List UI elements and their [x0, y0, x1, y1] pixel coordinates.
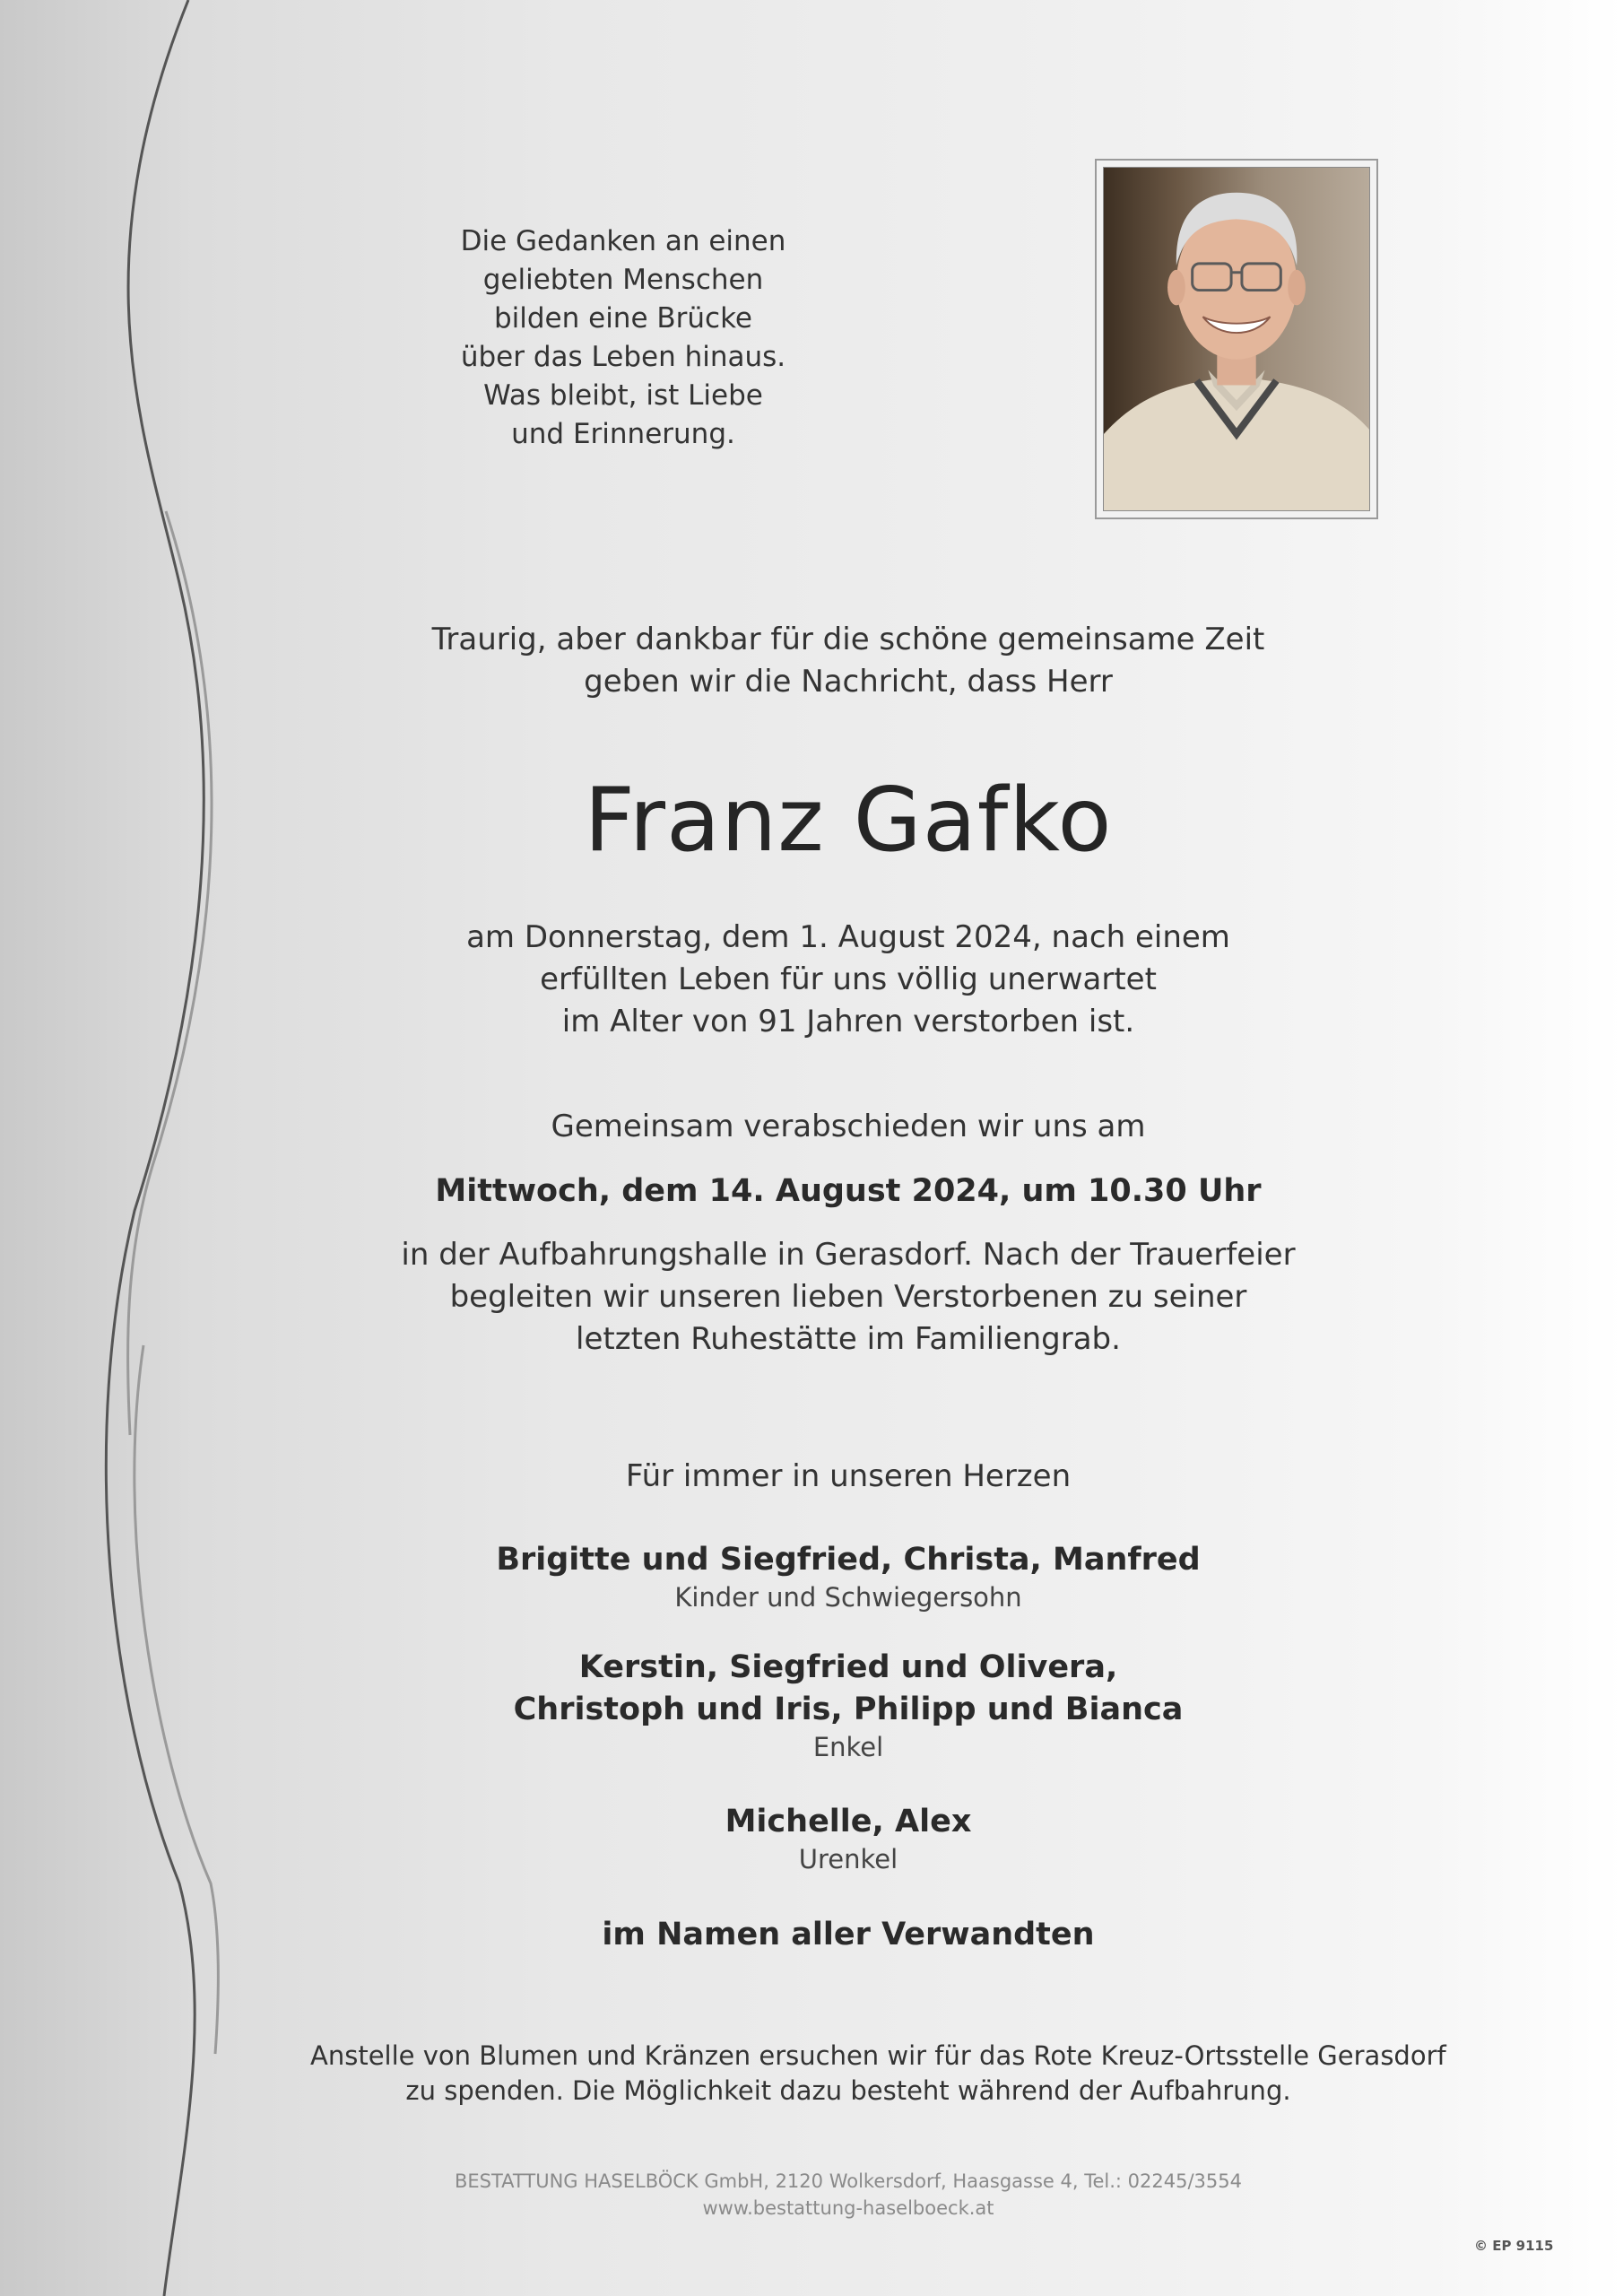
funeral-home-footer [310, 2168, 1386, 2222]
mourner-role: Kinder und Schwiegersohn [674, 1582, 1022, 1613]
mourner-names: Michelle, Alex [725, 1804, 972, 1839]
mourner-role: Enkel [812, 1732, 884, 1762]
portrait-illustration [1104, 168, 1369, 510]
ceremony-line: letzten Ruhestätte im Familiengrab. [576, 1321, 1121, 1357]
announcement-intro [310, 619, 1386, 703]
quote-line: Die Gedanken an einen [460, 225, 786, 257]
farewell-text: Gemeinsam verabschieden wir uns am [551, 1109, 1146, 1144]
donation-notice [310, 2039, 1446, 2109]
ceremony-line: in der Aufbahrungshalle in Gerasdorf. Nach der Trauerfeier [401, 1237, 1296, 1273]
memorial-quote [421, 222, 825, 454]
portrait-frame [1095, 159, 1378, 519]
death-line: am Donnerstag, dem 1. August 2024, nach einem [466, 919, 1230, 955]
ep-code: © EP 9115 [1474, 2238, 1554, 2254]
deceased-name: Franz Gafko [584, 770, 1113, 872]
quote-line: und Erinnerung. [511, 418, 735, 450]
funeral-home-website: www.bestattung-haselboeck.at [702, 2197, 994, 2219]
funeral-datetime: Mittwoch, dem 14. August 2024, um 10.30 Uhr [435, 1173, 1262, 1209]
mourner-names: Christoph und Iris, Philipp und Bianca [513, 1692, 1184, 1727]
mourner-group-great-grandchildren [310, 1801, 1386, 1875]
death-notice [310, 917, 1386, 1043]
death-line: erfüllten Leben für uns völlig unerwartet [540, 961, 1157, 997]
quote-line: geliebten Menschen [482, 264, 764, 296]
donation-line: Anstelle von Blumen und Kränzen ersuchen wir für das Rote Kreuz-Ortsstelle Gerasdorf [310, 2040, 1446, 2071]
quote-line: Was bleibt, ist Liebe [483, 379, 763, 412]
quote-line: bilden eine Brücke [493, 302, 753, 335]
death-line: im Alter von 91 Jahren verstorben ist. [561, 1004, 1135, 1039]
wave-line-left-upper [128, 511, 212, 1435]
wave-line-left-lower [135, 1345, 218, 2054]
mourner-role: Urenkel [798, 1844, 898, 1874]
funeral-home-address: BESTATTUNG HASELBÖCK GmbH, 2120 Wolkersdorf, Haasgasse 4, Tel.: 02245/3554 [454, 2170, 1242, 2192]
intro-line: Traurig, aber dankbar für die schöne gemeinsame Zeit [431, 622, 1265, 657]
quote-line: über das Leben hinaus. [460, 341, 786, 373]
mourners-heading: Für immer in unseren Herzen [625, 1458, 1072, 1494]
ceremony-details [310, 1234, 1386, 1361]
mourner-names: Brigitte und Siegfried, Christa, Manfred [496, 1542, 1201, 1578]
wave-line-main [106, 0, 204, 2296]
donation-line: zu spenden. Die Möglichkeit dazu besteht während der Aufbahrung. [405, 2075, 1291, 2106]
mourner-names: Kerstin, Siegfried und Olivera, [578, 1649, 1118, 1685]
portrait-photo [1103, 167, 1370, 511]
ceremony-line: begleiten wir unseren lieben Verstorbenen zu seiner [449, 1279, 1247, 1315]
mourner-group-grandchildren [310, 1647, 1386, 1763]
intro-line: geben wir die Nachricht, dass Herr [584, 664, 1113, 700]
mourner-group-children [310, 1539, 1386, 1613]
mourners-closing: im Namen aller Verwandten [602, 1917, 1095, 1952]
